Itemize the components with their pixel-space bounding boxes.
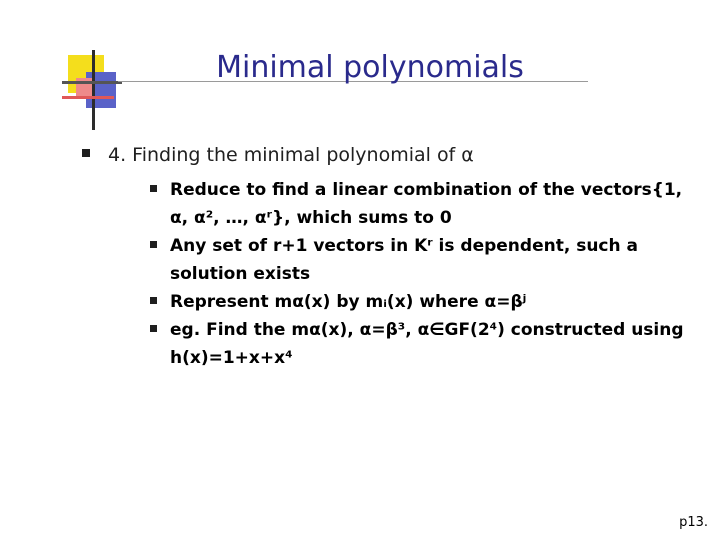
sub-bullet-line: α, α², …, αʳ}, which sums to 0	[170, 208, 452, 228]
main-bullet-text: 4. Finding the minimal polynomial of α	[108, 144, 474, 166]
sub-bullet-line: eg. Find the mα(x), α=β³, α∈GF(2⁴) constructed using	[170, 320, 684, 340]
square-bullet-icon	[150, 325, 157, 332]
sub-bullet-item	[170, 176, 710, 232]
sub-bullet-line: Any set of r+1 vectors in Kʳ is dependent, such a	[170, 236, 638, 256]
sub-bullet-line: solution exists	[170, 264, 311, 284]
sub-bullet-item	[170, 232, 710, 288]
sub-bullet-line: Represent mα(x) by mᵢ(x) where α=βʲ	[170, 292, 527, 312]
slide-title: Minimal polynomials	[216, 50, 524, 85]
sub-bullet-list	[170, 176, 710, 372]
square-bullet-icon	[82, 149, 90, 157]
page-number: p13.	[679, 515, 708, 530]
sub-bullet-item	[170, 316, 710, 372]
logo-red-line	[62, 96, 114, 99]
main-bullet	[108, 144, 474, 166]
square-bullet-icon	[150, 297, 157, 304]
sub-bullet-item	[170, 288, 710, 316]
square-bullet-icon	[150, 241, 157, 248]
sub-bullet-line: h(x)=1+x+x⁴	[170, 348, 293, 368]
square-bullet-icon	[150, 185, 157, 192]
sub-bullet-line: Reduce to find a linear combination of the vectors{1,	[170, 180, 683, 200]
